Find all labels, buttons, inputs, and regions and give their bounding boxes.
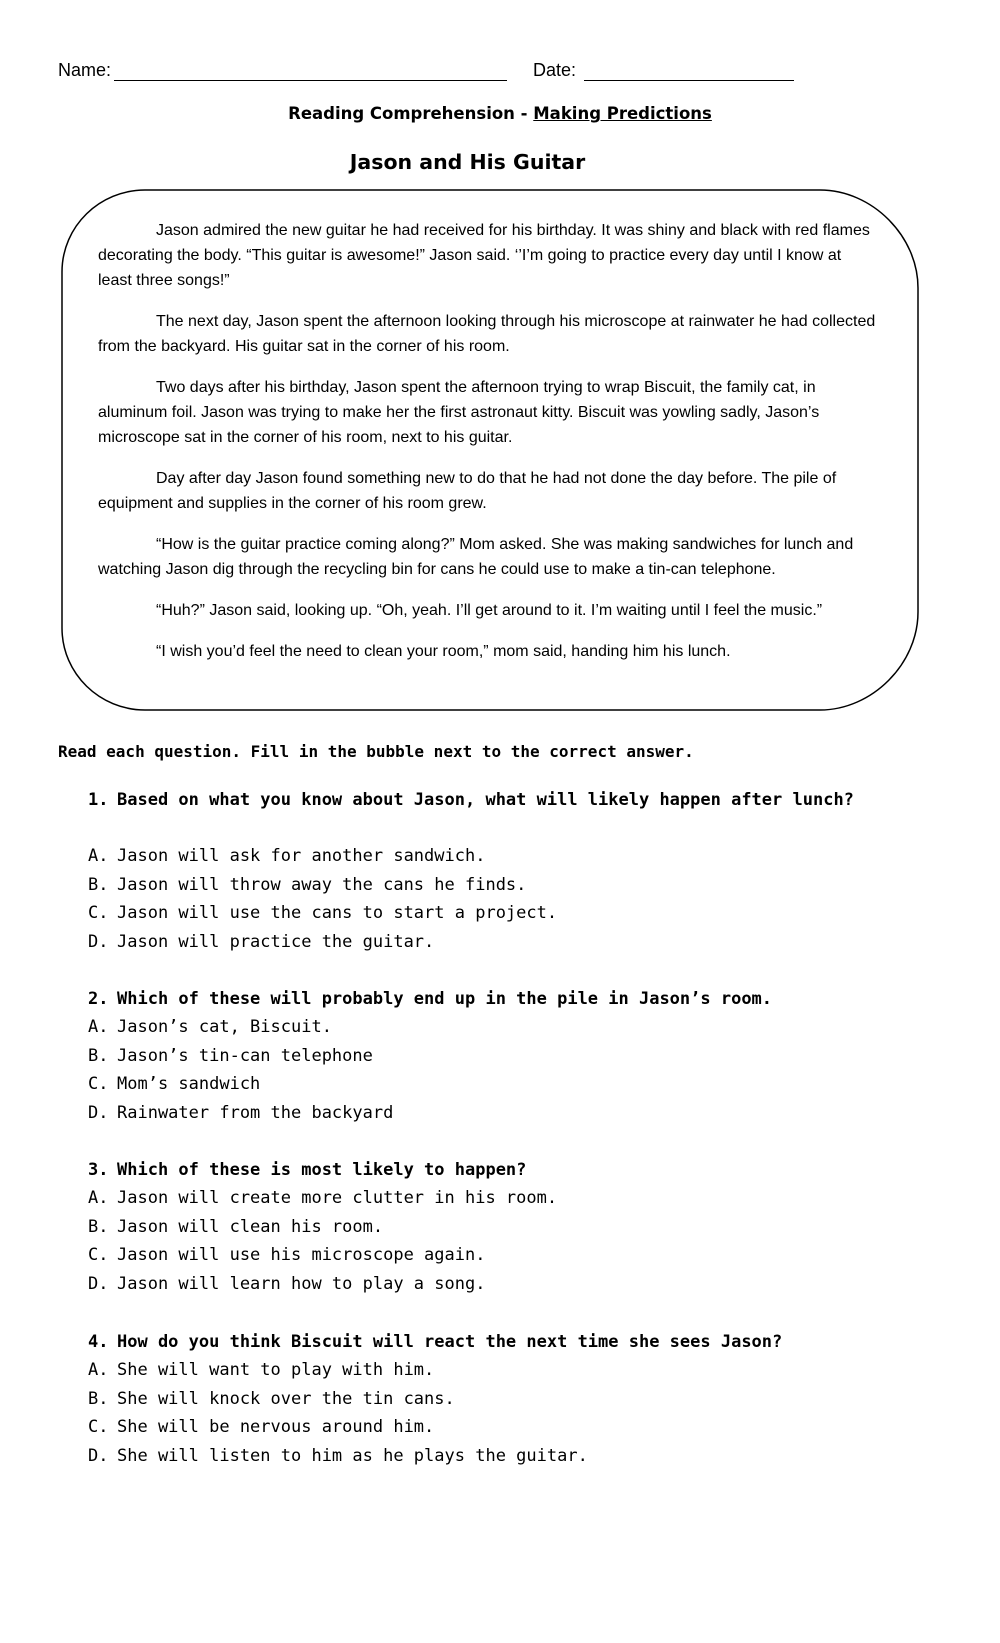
option-letter: A. xyxy=(88,846,109,866)
option-text: She will knock over the tin cans. xyxy=(117,1388,455,1409)
option-letter: C. xyxy=(88,1245,109,1266)
answer-option-b[interactable] xyxy=(88,1213,948,1242)
story-paragraph: “How is the guitar practice coming along?” Mom asked. She was making sandwiches for lunch and watching Jason dig through the recycling bin for cans he could use to make a tin-can telephone. xyxy=(98,536,854,578)
option-letter: B. xyxy=(88,874,109,895)
option-text: She will want to play with him. xyxy=(117,1360,435,1380)
option-letter: B. xyxy=(88,1388,109,1409)
subtitle-topic: Making Predictions xyxy=(533,104,712,123)
answer-option-c[interactable] xyxy=(88,899,948,928)
answer-option-d[interactable] xyxy=(88,1442,948,1471)
story-paragraph: “Huh?” Jason said, looking up. “Oh, yeah. I’ll get around to it. I’m waiting until I feel the music.” xyxy=(156,602,823,619)
date-blank-line[interactable] xyxy=(584,80,794,81)
worksheet-subtitle xyxy=(0,104,1000,123)
option-letter: D. xyxy=(88,1273,109,1294)
option-letter: A. xyxy=(88,1360,109,1380)
question-text xyxy=(88,1328,948,1356)
story-paragraph: The next day, Jason spent the afternoon looking through his microscope at rainwater he had collected from the backyard. His guitar sat in the corner of his room. xyxy=(98,313,876,355)
question-1 xyxy=(88,786,948,956)
option-letter: D. xyxy=(88,1445,109,1466)
story-title: Jason and His Guitar xyxy=(349,150,586,174)
story-paragraph: Two days after his birthday, Jason spent the afternoon trying to wrap Biscuit, the family cat, in aluminum foil. Jason was trying to make her the first astronaut kitty. Biscuit was yowling sadly, Jason’s microscope sat in the corner of his room, next to his guitar. xyxy=(98,379,820,446)
option-letter: C. xyxy=(88,1417,109,1438)
question-4 xyxy=(88,1328,948,1470)
answer-option-a[interactable] xyxy=(88,1184,948,1213)
option-letter: D. xyxy=(88,931,109,952)
question-text xyxy=(88,786,948,814)
answer-option-b[interactable] xyxy=(88,1042,948,1071)
option-text: Jason will ask for another sandwich. xyxy=(117,846,486,866)
option-letter: C. xyxy=(88,903,109,924)
answer-option-b[interactable] xyxy=(88,1385,948,1414)
answer-option-a[interactable] xyxy=(88,842,948,871)
question-text xyxy=(88,1156,948,1184)
option-text: Jason will clean his room. xyxy=(117,1216,384,1237)
option-text: Rainwater from the backyard xyxy=(117,1102,394,1123)
option-letter: C. xyxy=(88,1074,109,1095)
answer-option-b[interactable] xyxy=(88,871,948,900)
option-text: Jason will throw away the cans he finds. xyxy=(117,874,527,895)
option-letter: D. xyxy=(88,1102,109,1123)
option-text: Jason will learn how to play a song. xyxy=(117,1273,486,1294)
question-number: 3. xyxy=(88,1160,109,1180)
question-text xyxy=(88,985,948,1013)
answer-option-d[interactable] xyxy=(88,928,948,957)
story-paragraph: “I wish you’d feel the need to clean your room,” mom said, handing him his lunch. xyxy=(156,643,731,660)
option-text: She will be nervous around him. xyxy=(117,1417,435,1438)
question-prompt: How do you think Biscuit will react the next time she sees Jason? xyxy=(117,1332,783,1352)
name-label: Name: xyxy=(58,60,112,80)
option-text: Jason’s cat, Biscuit. xyxy=(117,1017,332,1037)
option-text: Jason’s tin-can telephone xyxy=(117,1045,373,1066)
header-row xyxy=(58,58,938,88)
question-number: 2. xyxy=(88,989,109,1009)
answer-option-a[interactable] xyxy=(88,1356,948,1385)
option-letter: B. xyxy=(88,1216,109,1237)
question-prompt: Which of these is most likely to happen? xyxy=(117,1160,527,1180)
option-letter: B. xyxy=(88,1045,109,1066)
answer-option-c[interactable] xyxy=(88,1413,948,1442)
option-letter: A. xyxy=(88,1017,109,1037)
subtitle-prefix: Reading Comprehension - xyxy=(288,104,534,123)
name-blank-line[interactable] xyxy=(114,80,507,81)
answer-option-d[interactable] xyxy=(88,1099,948,1128)
story-paragraph: Day after day Jason found something new to do that he had not done the day before. The pile of equipment and supplies in the corner of his room grew. xyxy=(98,470,837,512)
question-number: 4. xyxy=(88,1332,109,1352)
option-letter: A. xyxy=(88,1188,109,1208)
question-prompt: Which of these will probably end up in the pile in Jason’s room. xyxy=(117,989,773,1009)
instructions: Read each question. Fill in the bubble next to the correct answer. xyxy=(58,742,694,761)
question-3 xyxy=(88,1156,948,1298)
question-prompt: Based on what you know about Jason, what will likely happen after lunch? xyxy=(117,790,854,810)
option-text: Jason will use his microscope again. xyxy=(117,1245,486,1266)
answer-option-c[interactable] xyxy=(88,1070,948,1099)
answer-option-d[interactable] xyxy=(88,1270,948,1299)
date-label: Date: xyxy=(533,60,577,80)
question-2 xyxy=(88,985,948,1127)
option-text: Jason will create more clutter in his room. xyxy=(117,1188,558,1208)
story-text xyxy=(98,218,878,680)
answer-option-c[interactable] xyxy=(88,1241,948,1270)
option-text: Jason will use the cans to start a project. xyxy=(117,903,558,924)
story-paragraph: Jason admired the new guitar he had received for his birthday. It was shiny and black with red flames decorating the body. “This guitar is awesome!” Jason said. ‘’I’m going to practice every day until I know at least three songs!” xyxy=(98,222,870,289)
option-text: Jason will practice the guitar. xyxy=(117,931,435,952)
option-text: Mom’s sandwich xyxy=(117,1074,261,1095)
answer-option-a[interactable] xyxy=(88,1013,948,1042)
option-text: She will listen to him as he plays the guitar. xyxy=(117,1445,588,1466)
question-number: 1. xyxy=(88,790,109,810)
